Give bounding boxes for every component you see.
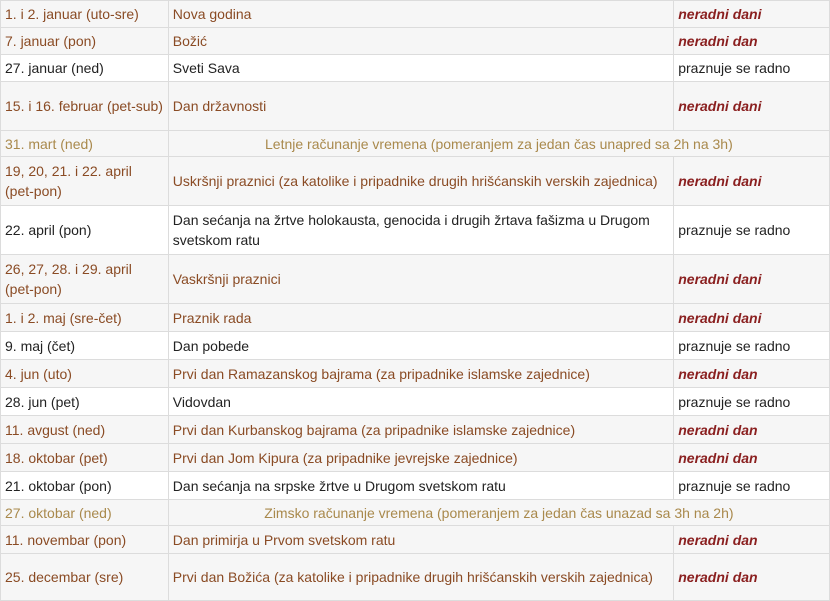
- status-cell: neradni dan: [674, 444, 830, 472]
- date-cell: 25. decembar (sre): [1, 554, 169, 601]
- status-cell: praznuje se radno: [674, 472, 830, 500]
- holiday-row: [1, 206, 830, 255]
- holiday-row: [1, 28, 830, 55]
- holiday-row: [1, 526, 830, 554]
- status-cell: praznuje se radno: [674, 332, 830, 360]
- status-cell: praznuje se radno: [674, 388, 830, 416]
- date-cell: 11. avgust (ned): [1, 416, 169, 444]
- holiday-row: [1, 416, 830, 444]
- time-change-row: [1, 131, 830, 157]
- time-change-note: Zimsko računanje vremena (pomeranjem za jedan čas unazad sa 3h na 2h): [168, 500, 829, 526]
- status-cell: neradni dani: [674, 304, 830, 332]
- date-cell: 1. i 2. januar (uto-sre): [1, 1, 169, 28]
- holiday-row: [1, 360, 830, 388]
- holiday-name-cell: Prvi dan Jom Kipura (za pripadnike jevrejske zajednice): [168, 444, 673, 472]
- holiday-name-cell: Dan sećanja na žrtve holokausta, genocida i drugih žrtava fašizma u Drugom svetskom ratu: [168, 206, 673, 255]
- date-cell: 22. april (pon): [1, 206, 169, 255]
- date-cell: 4. jun (uto): [1, 360, 169, 388]
- date-cell: 11. novembar (pon): [1, 526, 169, 554]
- holiday-row: [1, 157, 830, 206]
- holiday-name-cell: Nova godina: [168, 1, 673, 28]
- holiday-name-cell: Sveti Sava: [168, 55, 673, 82]
- date-cell: 31. mart (ned): [1, 131, 169, 157]
- holiday-row: [1, 472, 830, 500]
- holiday-row: [1, 388, 830, 416]
- holiday-name-cell: Božić: [168, 28, 673, 55]
- holiday-name-cell: Dan državnosti: [168, 82, 673, 131]
- time-change-note: Letnje računanje vremena (pomeranjem za jedan čas unapred sa 2h na 3h): [168, 131, 829, 157]
- holiday-name-cell: Dan pobede: [168, 332, 673, 360]
- holiday-row: [1, 55, 830, 82]
- holiday-row: [1, 554, 830, 601]
- status-cell: neradni dani: [674, 157, 830, 206]
- holiday-name-cell: Praznik rada: [168, 304, 673, 332]
- status-cell: praznuje se radno: [674, 55, 830, 82]
- time-change-row: [1, 500, 830, 526]
- holiday-row: [1, 255, 830, 304]
- status-cell: praznuje se radno: [674, 206, 830, 255]
- status-cell: neradni dani: [674, 82, 830, 131]
- status-cell: neradni dan: [674, 416, 830, 444]
- date-cell: 21. oktobar (pon): [1, 472, 169, 500]
- date-cell: 15. i 16. februar (pet-sub): [1, 82, 169, 131]
- date-cell: 7. januar (pon): [1, 28, 169, 55]
- date-cell: 18. oktobar (pet): [1, 444, 169, 472]
- date-cell: 19, 20, 21. i 22. april (pet-pon): [1, 157, 169, 206]
- holiday-name-cell: Prvi dan Ramazanskog bajrama (za pripadnike islamske zajednice): [168, 360, 673, 388]
- holiday-row: [1, 1, 830, 28]
- date-cell: 9. maj (čet): [1, 332, 169, 360]
- holiday-name-cell: Uskršnji praznici (za katolike i pripadnike drugih hrišćanskih verskih zajednica): [168, 157, 673, 206]
- holiday-row: [1, 82, 830, 131]
- holiday-name-cell: Dan primirja u Prvom svetskom ratu: [168, 526, 673, 554]
- date-cell: 27. januar (ned): [1, 55, 169, 82]
- date-cell: 26, 27, 28. i 29. april (pet-pon): [1, 255, 169, 304]
- holiday-name-cell: Vidovdan: [168, 388, 673, 416]
- date-cell: 28. jun (pet): [1, 388, 169, 416]
- holiday-name-cell: Prvi dan Kurbanskog bajrama (za pripadnike islamske zajednice): [168, 416, 673, 444]
- holiday-row: [1, 332, 830, 360]
- date-cell: 1. i 2. maj (sre-čet): [1, 304, 169, 332]
- holiday-table-body: [1, 1, 830, 601]
- holiday-row: [1, 444, 830, 472]
- status-cell: neradni dani: [674, 255, 830, 304]
- holiday-name-cell: Vaskršnji praznici: [168, 255, 673, 304]
- holiday-name-cell: Dan sećanja na srpske žrtve u Drugom svetskom ratu: [168, 472, 673, 500]
- status-cell: neradni dan: [674, 526, 830, 554]
- holiday-name-cell: Prvi dan Božića (za katolike i pripadnike drugih hrišćanskih verskih zajednica): [168, 554, 673, 601]
- status-cell: neradni dan: [674, 28, 830, 55]
- status-cell: neradni dani: [674, 1, 830, 28]
- date-cell: 27. oktobar (ned): [1, 500, 169, 526]
- holiday-row: [1, 304, 830, 332]
- status-cell: neradni dan: [674, 554, 830, 601]
- status-cell: neradni dan: [674, 360, 830, 388]
